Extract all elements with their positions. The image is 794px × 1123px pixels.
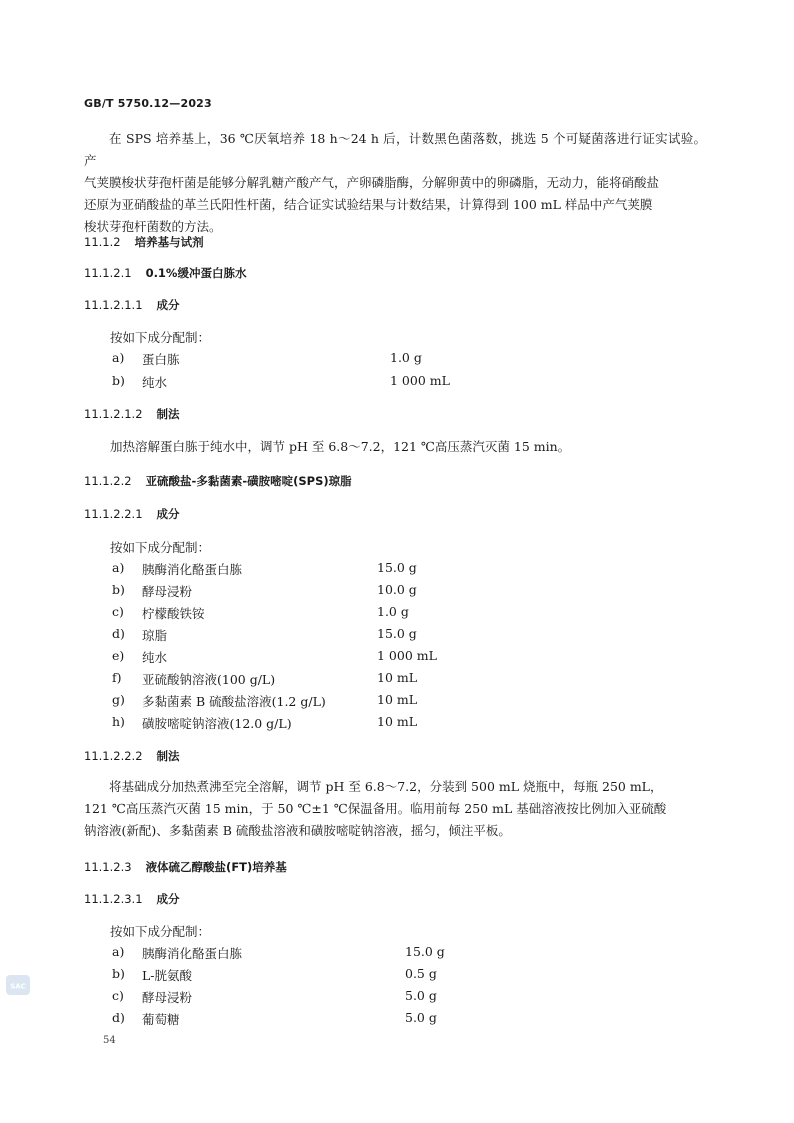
section-heading (84, 473, 352, 489)
ingredient-name: L-胱氨酸 (142, 968, 193, 983)
text-line: 还原为亚硝酸盐的革兰氏阳性杆菌，结合证实试验结果与计数结果，计算得到 100 mL 样品中产气荚膜 (84, 197, 653, 212)
section-heading (84, 297, 180, 313)
list-marker: g) (112, 692, 125, 707)
list-marker: h) (112, 714, 125, 729)
ingredient-quantity: 0.5 g (405, 966, 437, 981)
ingredient-name: 柠檬酸铁铵 (142, 606, 205, 621)
list-item (112, 1010, 512, 1030)
section-title: 成分 (156, 298, 180, 312)
ingredient-quantity: 1 000 mL (390, 373, 450, 388)
text-line: 钠溶液(新配)、多黏菌素 B 硫酸盐溶液和磺胺嘧啶钠溶液，摇匀，倾注平板。 (84, 823, 511, 838)
ingredient-quantity: 10.0 g (377, 582, 417, 597)
list-marker: f) (112, 670, 122, 685)
list-marker: a) (112, 350, 125, 365)
ingredient-name: 磺胺嘧啶钠溶液(12.0 g/L) (142, 716, 292, 731)
list-intro: 按如下成分配制： (110, 924, 211, 939)
list-marker: b) (112, 966, 125, 981)
section-title: 亚硫酸盐-多黏菌素-磺胺嘧啶(SPS)琼脂 (145, 474, 352, 488)
list-intro: 按如下成分配制： (110, 330, 211, 345)
section-number: 11.1.2.3.1 (84, 892, 143, 906)
ingredient-name: 亚硫酸钠溶液(100 g/L) (142, 672, 276, 687)
ingredient-quantity: 10 mL (377, 670, 418, 685)
ingredient-name: 纯水 (142, 650, 168, 665)
section-heading (84, 265, 246, 281)
list-marker: e) (112, 648, 125, 663)
ingredient-name: 胰酶消化酪蛋白胨 (142, 946, 243, 961)
section-number: 11.1.2 (84, 235, 121, 249)
ingredient-quantity: 1 000 mL (377, 648, 437, 663)
ingredient-quantity: 1.0 g (377, 604, 409, 619)
ingredient-quantity: 15.0 g (377, 626, 417, 641)
ingredient-name: 纯水 (142, 375, 168, 390)
intro-paragraph (84, 128, 706, 238)
list-item (112, 350, 512, 370)
list-item (112, 670, 512, 690)
text-line: 气荚膜梭状芽孢杆菌是能够分解乳糖产酸产气，产卵磷脂酶，分解卵黄中的卵磷脂，无动力，能将硝酸盐 (84, 175, 660, 190)
list-marker: d) (112, 626, 125, 641)
section-number: 11.1.2.1 (84, 266, 132, 280)
section-title: 制法 (156, 407, 180, 421)
ingredient-quantity: 15.0 g (377, 560, 417, 575)
section-heading (84, 234, 204, 250)
ingredient-name: 蛋白胨 (142, 352, 180, 367)
ingredient-quantity: 15.0 g (405, 944, 445, 959)
ingredient-name: 酵母浸粉 (142, 990, 193, 1005)
section-heading (84, 748, 180, 764)
ingredient-name: 琼脂 (142, 628, 168, 643)
section-title: 液体硫乙醇酸盐(FT)培养基 (145, 860, 287, 874)
list-intro: 按如下成分配制： (110, 540, 211, 555)
standard-number: GB/T 5750.12—2023 (84, 97, 212, 110)
list-item (112, 373, 512, 393)
section-number: 11.1.2.2 (84, 474, 132, 488)
section-title: 成分 (156, 507, 180, 521)
sac-logo-icon (6, 975, 30, 995)
page-number: 54 (103, 1035, 116, 1046)
list-marker: d) (112, 1010, 125, 1025)
list-item (112, 626, 512, 646)
text-line: 121 ℃高压蒸汽灭菌 15 min，于 50 ℃±1 ℃保温备用。临用前每 250 mL 基础溶液按比例加入亚硫酸 (84, 801, 667, 816)
ingredient-quantity: 10 mL (377, 714, 418, 729)
section-heading (84, 506, 180, 522)
list-item (112, 714, 512, 734)
ingredient-name: 多黏菌素 B 硫酸盐溶液(1.2 g/L) (142, 694, 326, 709)
section-number: 11.1.2.1.1 (84, 298, 143, 312)
ingredient-quantity: 5.0 g (405, 1010, 437, 1025)
section-heading (84, 406, 180, 422)
list-item (112, 966, 512, 986)
section-title: 培养基与试剂 (134, 235, 204, 249)
list-item (112, 582, 512, 602)
ingredient-quantity: 5.0 g (405, 988, 437, 1003)
section-title: 0.1%缓冲蛋白胨水 (145, 266, 247, 280)
list-marker: c) (112, 604, 124, 619)
list-item (112, 604, 512, 624)
section-number: 11.1.2.3 (84, 860, 132, 874)
procedure-paragraph (84, 776, 706, 842)
section-title: 制法 (156, 749, 180, 763)
ingredient-quantity: 1.0 g (390, 350, 422, 365)
list-item (112, 692, 512, 712)
list-item (112, 648, 512, 668)
list-item (112, 560, 512, 580)
ingredient-name: 胰酶消化酪蛋白胨 (142, 562, 243, 577)
ingredient-quantity: 10 mL (377, 692, 418, 707)
section-title: 成分 (156, 892, 180, 906)
list-marker: b) (112, 582, 125, 597)
list-item (112, 944, 512, 964)
section-number: 11.1.2.2.2 (84, 749, 143, 763)
section-number: 11.1.2.2.1 (84, 507, 143, 521)
procedure-text: 加热溶解蛋白胨于纯水中，调节 pH 至 6.8～7.2，121 ℃高压蒸汽灭菌 15 min。 (110, 439, 571, 454)
text-line: 在 SPS 培养基上，36 ℃厌氧培养 18 h～24 h 后，计数黑色菌落数，挑选 5 个可疑菌落进行证实试验。产 (84, 131, 706, 168)
text-line: 将基础成分加热煮沸至完全溶解，调节 pH 至 6.8～7.2，分装到 500 mL 烧瓶中，每瓶 250 mL， (109, 779, 663, 794)
ingredient-name: 酵母浸粉 (142, 584, 193, 599)
section-heading (84, 859, 287, 875)
section-heading (84, 891, 180, 907)
list-item (112, 988, 512, 1008)
list-marker: c) (112, 988, 124, 1003)
list-marker: a) (112, 944, 125, 959)
ingredient-name: 葡萄糖 (142, 1012, 180, 1027)
list-marker: b) (112, 373, 125, 388)
section-number: 11.1.2.1.2 (84, 407, 143, 421)
list-marker: a) (112, 560, 125, 575)
svg-text:SAC: SAC (10, 982, 26, 991)
text-line: 梭状芽孢杆菌数的方法。 (84, 219, 222, 234)
